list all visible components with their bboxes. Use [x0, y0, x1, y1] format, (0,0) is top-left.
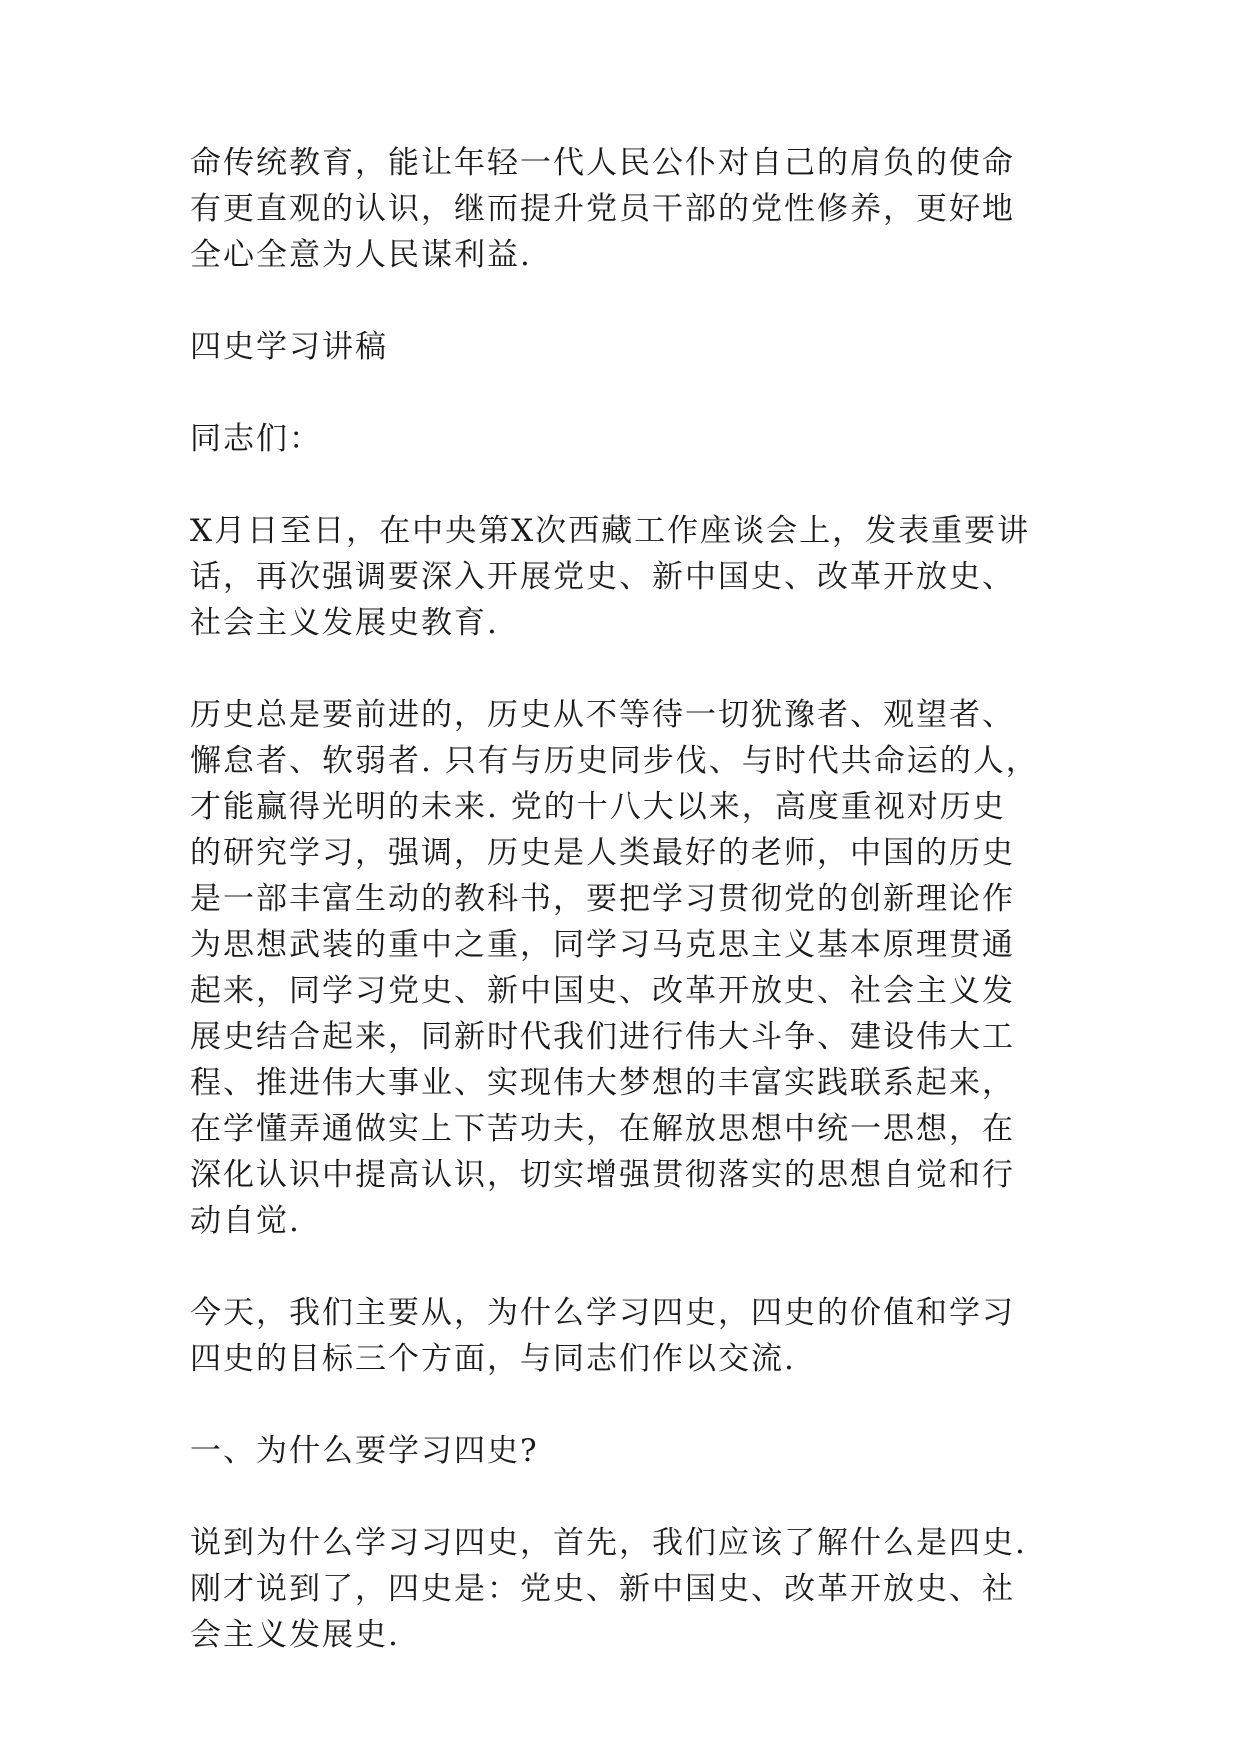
- paragraph-history: 历史总是要前进的，历史从不等待一切犹豫者、观望者、 懈怠者、软弱者. 只有与历史同步伐、与时代共命运的人， 才能赢得光明的未来. 党的十八大以来，高度重视对历史 的研究学习，强调，历史是人类最好的老师，中国的历史 是一部丰富生动的教科书，要把学习贯彻党的创新理论作 为思想武装的重中之重，同学习马克思主义基本原理贯通 起来，同学习党史、新中国史、改革开放史、社会主义发 展史结合起来，同新时代我们进行伟大斗争、建设伟大工 程、推进伟大事业、实现伟大梦想的丰富实践联系起来， 在学懂弄通做实上下苦功夫，在解放思想中统一思想，在 深化认识中提高认识，切实增强贯彻落实的思想自觉和行 动自觉.: [190, 697, 1039, 1239]
- paragraph-what-is-four-histories: 说到为什么学习习四史，首先，我们应该了解什么是四史. 刚才说到了，四史是：党史、新中国史、改革开放史、社 会主义发展史.: [190, 1525, 1027, 1653]
- document-body: [190, 140, 1070, 1704]
- section-heading-1: 一、为什么要学习四史?: [190, 1433, 539, 1469]
- salutation: 同志们：: [190, 421, 322, 457]
- paragraph-today: 今天，我们主要从，为什么学习四史，四史的价值和学习 四史的目标三个方面，与同志们作以交流.: [190, 1295, 1015, 1377]
- paragraph-continuation: 命传统教育，能让年轻一代人民公仆对自己的肩负的使命 有更直观的认识，继而提升党员干部的党性修养，更好地 全心全意为人民谋利益.: [190, 145, 1015, 273]
- document-title: 四史学习讲稿: [190, 329, 388, 365]
- paragraph-meeting: X月日至日，在中央第X次西藏工作座谈会上，发表重要讲 话，再次强调要深入开展党史、新中国史、改革开放史、 社会主义发展史教育.: [190, 513, 1031, 641]
